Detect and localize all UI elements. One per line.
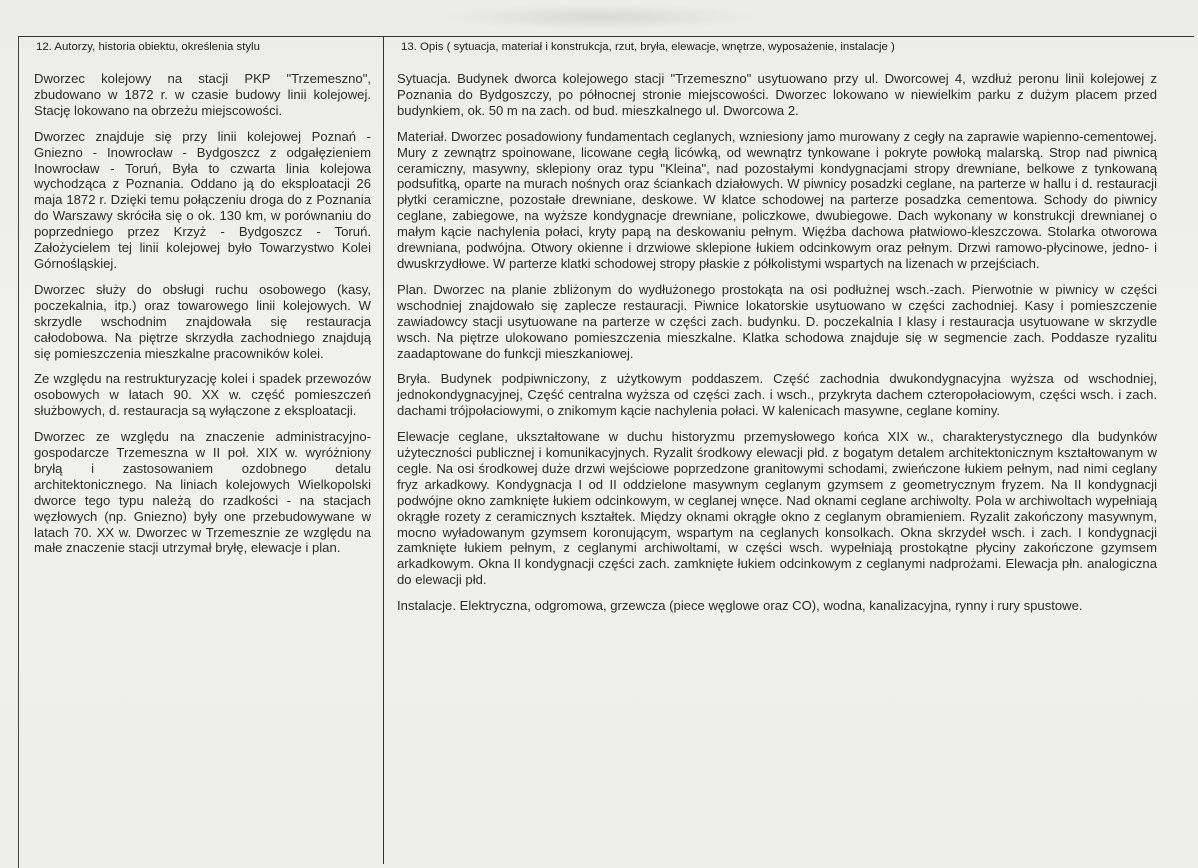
- section-12-paragraph: Ze względu na restrukturyzację kolei i spadek przewozów osobowych w latach 90. XX w. część pomieszczeń służbowych, d. restauracja są wyłączone z eksploatacji.: [34, 371, 371, 419]
- right-column: [397, 40, 1157, 624]
- section-12-paragraph: Dworzec znajduje się przy linii kolejowej Poznań - Gniezno - Inowrocław - Bydgoszcz z odgałęzieniem Inowrocław - Toruń, Była to czwarta linia kolejowa wychodząca z Poznania. Oddano ją do eksploatacji 26 maja 1872 r. Dzięki temu połączeniu droga do z Poznania do Warszawy skróciła się o ok. 130 km, w porównaniu do poprzedniego przez Krzyż - Bydgoszcz - Toruń. Założycielem tej linii kolejowej było Towarzystwo Kolei Górnośląskiej.: [34, 128, 371, 271]
- left-edge-rule: [18, 36, 19, 868]
- section-13-paragraph-installations: Instalacje. Elektryczna, odgromowa, grzewcza (piece węglowe oraz CO), wodna, kanalizacyjna, rynny i rury spustowe.: [397, 598, 1083, 614]
- top-rule: [18, 36, 1194, 37]
- section-13-paragraph-plan: Plan. Dworzec na planie zbliżonym do wydłużonego prostokąta na osi podłużnej wsch.-zach. Pierwotnie w piwnicy w części wschodniej znajdowało się zaplecze restauracji. Piwnice lokatorskie usytuowano w części zachodniej. Kasy i pomieszczenie zawiadowcy stacji usytuowane na parterze w części zach. budynku. D. poczekalnia I klasy i restauracja usytuowane w skrzydle wsch. Na piętrze ulokowano pomieszczenia mieszkalne. Klatka schodowa znajduje się w segmencie zach. Poddasze ryzalitu zaadaptowane do funkcji mieszkaniowej.: [397, 281, 1157, 361]
- left-column: [34, 40, 371, 566]
- scan-smudge: [440, 4, 760, 30]
- section-13-paragraph-massing: Bryła. Budynek podpiwniczony, z użytkowym poddaszem. Część zachodnia dwukondygnacyjna wyższa od wschodniej, jednokondygnacyjnej, Część centralna wyższa od części zach. i wsch., przykryta dachem czteropołaciowym, części wsch. i zach. dachami trójpołaciowymi, o znikomym kącie nachylenia połaci. W kalenicach masywne, ceglane kominy.: [397, 371, 1157, 419]
- section-13-paragraph-situation: Sytuacja. Budynek dworca kolejowego stacji "Trzemeszno" usytuowano przy ul. Dworcowej 4, wzdłuż peronu linii kolejowej z Poznania do Bydgoszczy, po północnej stronie miejscowości. Dworzec lokowano w niewielkim parku z dużym placem przed budynkiem, ok. 50 m na zach. od bud. mieszkalnego ul. Dworcowa 2.: [397, 71, 1157, 118]
- column-divider: [383, 36, 384, 864]
- section-13-paragraph-elevations: Elewacje ceglane, ukształtowane w duchu historyzmu przemysłowego końca XIX w., charakterystycznego dla budynków użyteczności publicznej i komunikacyjnych. Ryzalit środkowy elewacji płd. z bogatym detalem architektonicznym kształtowanym w cegle. Na osi środkowej duże drzwi wejściowe poprzedzone granitowymi schodami, zwieńczone łukiem pełnym, nad nimi ceglany fryz arkadkowy. Kondygnacja I od II oddzielone masywnym ceglanym gzymsem z geometrycznym fryzem. Na II kondygnacji podwójne okno zamknięte łukiem odcinkowym, w ceglanej wnęce. Nad oknami ceglane archiwolty. Pola w archiwoltach wypełniają okrągłe rozety z ceramicznych kształtek. Między oknami okrągłe okno z ceglanym obramieniem. Ryzalit zakończony masywnym, mocno wyładowanym gzymsem koronującym, wspartym na ceglanych konsolkach. Okna skrzydeł wsch. i zach. I kondygnacji zamknięte łukiem pełnym, z ceglanymi archiwoltami, w części wsch. wypełniają prostokątne płyciny zakończone gzymsem arkadkowym. Okna II kondygnacji części zach. zamknięte łukiem odcinkowym z ceglanymi nadprożami. Elewacja płn. analogiczna do elewacji płd.: [397, 429, 1157, 588]
- section-12-paragraph: Dworzec kolejowy na stacji PKP "Trzemeszno", zbudowano w 1872 r. w czasie budowy linii kolejowej. Stację lokowano na obrzeżu miejscowości.: [34, 71, 371, 118]
- section-13-paragraph-material: Materiał. Dworzec posadowiony fundamentach ceglanych, wzniesiony jamo murowany z cegły na zaprawie wapienno-cementowej. Mury z zewnątrz spoinowane, licowane cegłą licówką, od wewnątrz tynkowane i pokryte powłoką malarską. Strop nad piwnicą ceramiczny, masywny, sklepiony oraz typu "Kleina", nad pozostałymi kondygnacjami stropy drewniane, belkowe z tynkowaną podsufitką, oparte na murach nośnych oraz ściankach działowych. W piwnicy posadzki ceglane, na parterze w hallu i d. restauracji płytki ceramiczne, pozostałe drewniane, deskowe. W klatce schodowej na parterze posadzka cementowa. Schody do piwnicy ceglane, zabiegowe, na wyższe kondygnacje drewniane, policzkowe, dwubiegowe. Dach wykonany w konstrukcji drewnianej o małym kącie nachylenia połaci, kryty papą na deskowaniu pełnym. Więźba dachowa płatwiowo-kleszczowa. Stolarka otworowa drewniana, podwójna. Otwory okienne i drzwiowe sklepione łukiem odcinkowym oraz pełnym. Drzwi ramowo-płycinowe, jedno- i dwuskrzydłowe. W parterze klatki schodowej stropy płaskie z półkolistymi wspartych na lizenach w przejściach.: [397, 128, 1157, 271]
- section-12-heading: 12. Autorzy, historia obiektu, określenia stylu: [36, 41, 260, 53]
- section-12-paragraph: Dworzec służy do obsługi ruchu osobowego (kasy, poczekalnia, itp.) oraz towarowego linii kolejowych. W skrzydle wschodnim znajdowała się restauracja całodobowa. Na piętrze skrzydła zachodniego znajdują się pomieszczenia mieszkalne pracowników kolei.: [34, 281, 371, 361]
- section-12-paragraph: Dworzec ze względu na znaczenie administracyjno-gospodarcze Trzemeszna w II poł. XIX w. wyróżniony bryłą i zastosowaniem ozdobnego detalu architektonicznego. Na liniach kolejowych Wielkopolski dworce tego typu należą do rzadkości - na stacjach węzłowych (np. Gniezno) były one przebudowywane w latach 70. XX w. Dworzec w Trzemesznie ze względu na małe znaczenie stacji utrzymał bryłę, elewacje i plan.: [34, 429, 371, 556]
- section-13-heading: 13. Opis ( sytuacja, materiał i konstrukcja, rzut, bryła, elewacje, wnętrze, wyposażenie, instalacje ): [401, 41, 895, 53]
